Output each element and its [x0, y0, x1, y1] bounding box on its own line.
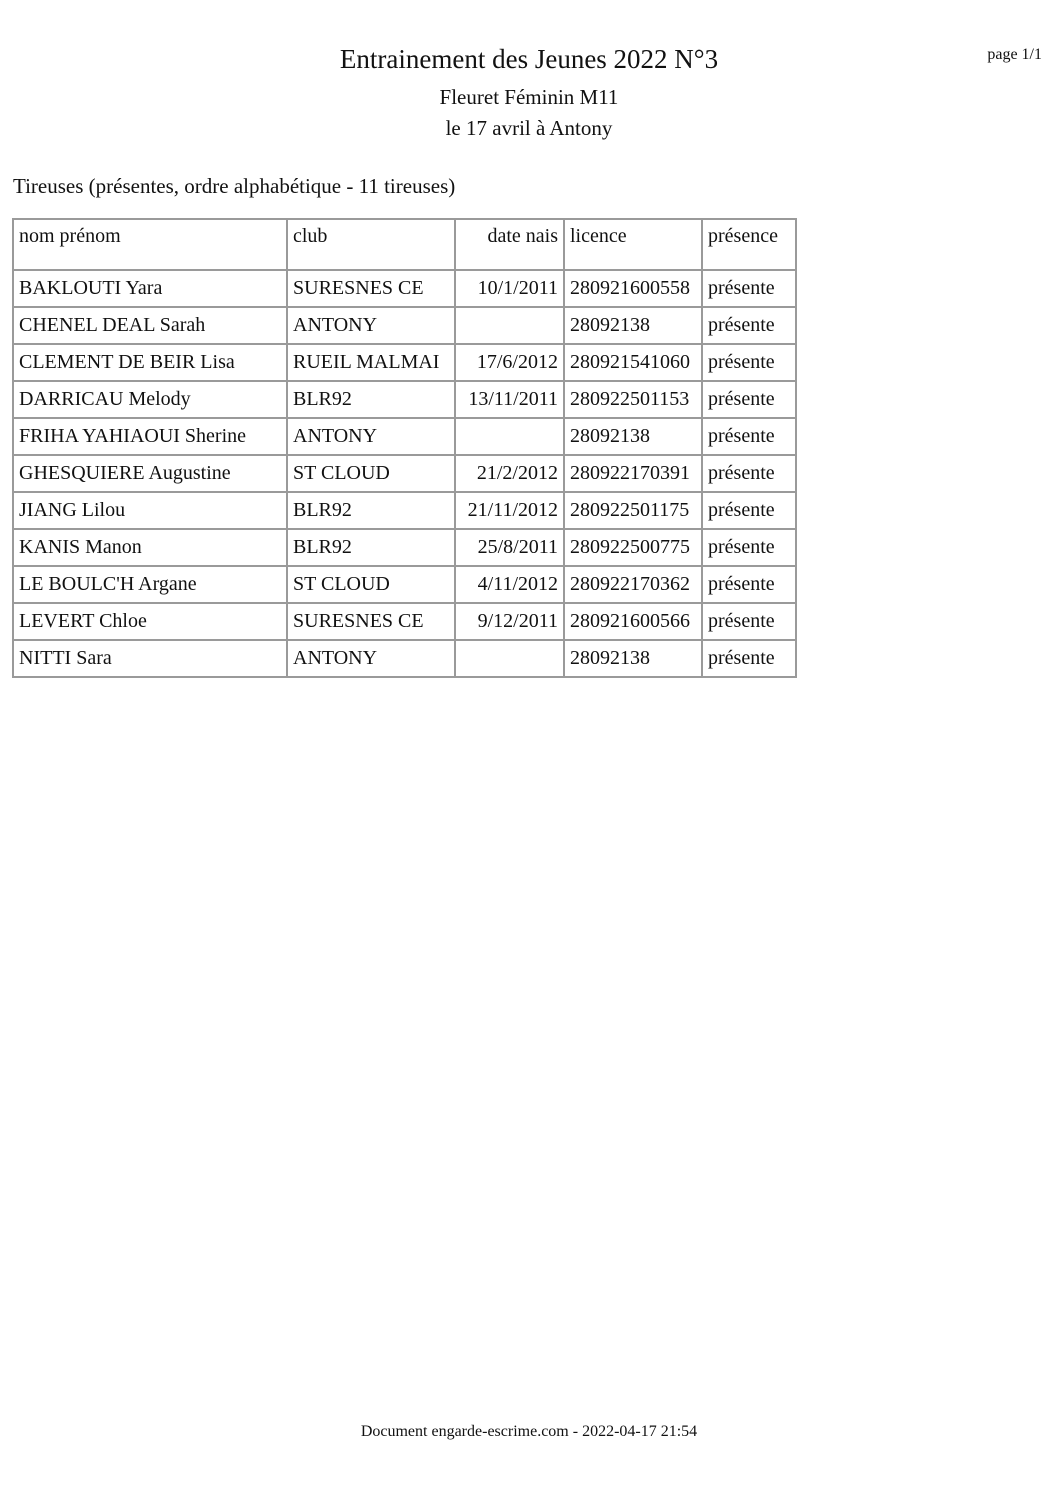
cell-presence: présente [702, 566, 796, 603]
table-row [13, 492, 796, 529]
cell-club: ST CLOUD [287, 566, 455, 603]
cell-presence: présente [702, 307, 796, 344]
cell-birthdate: 9/12/2011 [455, 603, 564, 640]
cell-licence: 28092138 [564, 307, 702, 344]
page-number: page 1/1 [987, 46, 1042, 63]
footer-generated-by: Document engarde-escrime.com - 2022-04-17 21:54 [360, 1423, 698, 1440]
table-row [13, 270, 796, 307]
cell-name: CLEMENT DE BEIR Lisa [13, 344, 287, 381]
cell-presence: présente [702, 344, 796, 381]
cell-licence: 28092138 [564, 418, 702, 455]
table-row [13, 529, 796, 566]
table-row [13, 566, 796, 603]
section-heading: Tireuses (présentes, ordre alphabétique - 11 tireuses) [13, 174, 456, 198]
cell-presence: présente [702, 529, 796, 566]
cell-licence: 280921600566 [564, 603, 702, 640]
header-row [13, 219, 796, 270]
cell-name: KANIS Manon [13, 529, 287, 566]
table-row [13, 640, 796, 677]
cell-birthdate [455, 418, 564, 455]
cell-club: ANTONY [287, 640, 455, 677]
cell-licence: 280922500775 [564, 529, 702, 566]
table-header [13, 219, 796, 270]
cell-licence: 280922170362 [564, 566, 702, 603]
cell-licence: 28092138 [564, 640, 702, 677]
cell-club: SURESNES CE [287, 603, 455, 640]
column-header-birthdate: date nais [455, 219, 564, 270]
column-header-club: club [287, 219, 455, 270]
cell-name: LEVERT Chloe [13, 603, 287, 640]
table-row [13, 307, 796, 344]
cell-name: CHENEL DEAL Sarah [13, 307, 287, 344]
cell-name: BAKLOUTI Yara [13, 270, 287, 307]
cell-club: ANTONY [287, 307, 455, 344]
cell-birthdate: 10/1/2011 [455, 270, 564, 307]
cell-presence: présente [702, 603, 796, 640]
cell-presence: présente [702, 492, 796, 529]
cell-birthdate: 17/6/2012 [455, 344, 564, 381]
cell-name: GHESQUIERE Augustine [13, 455, 287, 492]
cell-licence: 280922170391 [564, 455, 702, 492]
fencers-table [12, 218, 797, 678]
cell-birthdate: 25/8/2011 [455, 529, 564, 566]
cell-birthdate [455, 307, 564, 344]
table-row [13, 603, 796, 640]
cell-name: FRIHA YAHIAOUI Sherine [13, 418, 287, 455]
cell-birthdate: 21/2/2012 [455, 455, 564, 492]
table-row [13, 455, 796, 492]
cell-licence: 280921541060 [564, 344, 702, 381]
cell-club: ST CLOUD [287, 455, 455, 492]
cell-presence: présente [702, 418, 796, 455]
table-row [13, 418, 796, 455]
cell-birthdate: 4/11/2012 [455, 566, 564, 603]
cell-birthdate: 13/11/2011 [455, 381, 564, 418]
cell-presence: présente [702, 640, 796, 677]
event-subtitle: Fleuret Féminin M11 [439, 85, 619, 109]
cell-licence: 280922501153 [564, 381, 702, 418]
table-row [13, 381, 796, 418]
cell-name: DARRICAU Melody [13, 381, 287, 418]
cell-birthdate: 21/11/2012 [455, 492, 564, 529]
table-body [13, 270, 796, 677]
cell-club: RUEIL MALMAI [287, 344, 455, 381]
cell-club: BLR92 [287, 381, 455, 418]
cell-birthdate [455, 640, 564, 677]
cell-name: LE BOULC'H Argane [13, 566, 287, 603]
column-header-name: nom prénom [13, 219, 287, 270]
cell-name: JIANG Lilou [13, 492, 287, 529]
cell-club: SURESNES CE [287, 270, 455, 307]
cell-club: ANTONY [287, 418, 455, 455]
document-title: Entrainement des Jeunes 2022 N°3 [339, 44, 719, 74]
table-row [13, 344, 796, 381]
cell-club: BLR92 [287, 492, 455, 529]
cell-name: NITTI Sara [13, 640, 287, 677]
cell-presence: présente [702, 381, 796, 418]
cell-licence: 280922501175 [564, 492, 702, 529]
cell-presence: présente [702, 270, 796, 307]
event-date-place: le 17 avril à Antony [445, 116, 613, 140]
column-header-presence: présence [702, 219, 796, 270]
cell-licence: 280921600558 [564, 270, 702, 307]
column-header-licence: licence [564, 219, 702, 270]
cell-presence: présente [702, 455, 796, 492]
cell-club: BLR92 [287, 529, 455, 566]
